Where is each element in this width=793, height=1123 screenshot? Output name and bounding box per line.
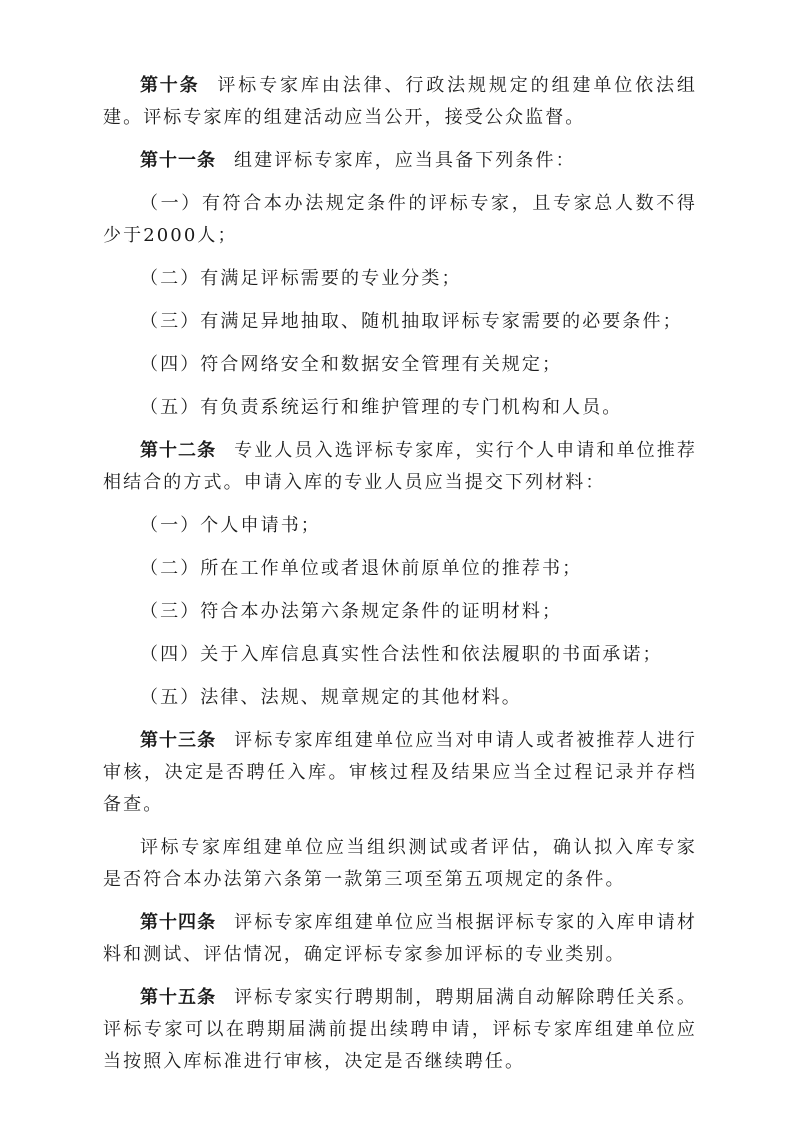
article-text: 专业人员入选评标专家库，实行个人申请和单位推荐相结合的方式。申请入库的专业人员应当提交下列材料： <box>103 440 697 493</box>
article-text: 评标专家库组建单位应当对申请人或者被推荐人进行审核，决定是否聘任入库。审核过程及结果应当全过程记录并存档备查。 <box>103 730 697 815</box>
list-item: （二）有满足评标需要的专业分类； <box>140 268 462 289</box>
list-item: （四）关于入库信息真实性合法性和依法履职的书面承诺； <box>140 644 663 665</box>
list-item: （五）法律、法规、规章规定的其他材料。 <box>140 687 522 708</box>
list-item: （一）有符合本办法规定条件的评标专家，且专家总人数不得少于2000人； <box>103 193 697 246</box>
list-item: （二）所在工作单位或者退休前原单位的推荐书； <box>140 558 583 579</box>
article-label: 第十四条 <box>140 912 217 933</box>
list-item: （五）有负责系统运行和维护管理的专门机构和人员。 <box>140 397 623 418</box>
article-12 <box>103 435 697 499</box>
article-13 <box>103 725 697 821</box>
list-item: （一）个人申请书； <box>140 515 321 536</box>
article-14 <box>103 907 697 971</box>
article-text: 评标专家库由法律、行政法规规定的组建单位依法组建。评标专家库的组建活动应当公开，接受公众监督。 <box>103 75 697 128</box>
article-15 <box>103 982 697 1078</box>
article-10 <box>103 70 697 134</box>
article-text: 评标专家实行聘期制，聘期届满自动解除聘任关系。评标专家可以在聘期届满前提出续聘申请，评标专家库组建单位应当按照入库标准进行审核，决定是否继续聘任。 <box>103 987 697 1072</box>
list-item: （三）有满足异地抽取、随机抽取评标专家需要的必要条件； <box>140 311 683 332</box>
article-label: 第十条 <box>140 75 200 96</box>
article-11 <box>103 145 697 177</box>
article-text: 组建评标专家库，应当具备下列条件： <box>234 150 576 171</box>
article-label: 第十五条 <box>140 987 217 1008</box>
plain-paragraph: 评标专家库组建单位应当组织测试或者评估，确认拟入库专家是否符合本办法第六条第一款第三项至第五项规定的条件。 <box>103 837 697 890</box>
article-label: 第十二条 <box>140 440 217 461</box>
article-text: 评标专家库组建单位应当根据评标专家的入库申请材料和测试、评估情况，确定评标专家参加评标的专业类别。 <box>103 912 697 965</box>
list-item: （三）符合本办法第六条规定条件的证明材料； <box>140 601 563 622</box>
article-label: 第十三条 <box>140 730 217 751</box>
list-item: （四）符合网络安全和数据安全管理有关规定； <box>140 354 563 375</box>
article-label: 第十一条 <box>140 150 216 171</box>
